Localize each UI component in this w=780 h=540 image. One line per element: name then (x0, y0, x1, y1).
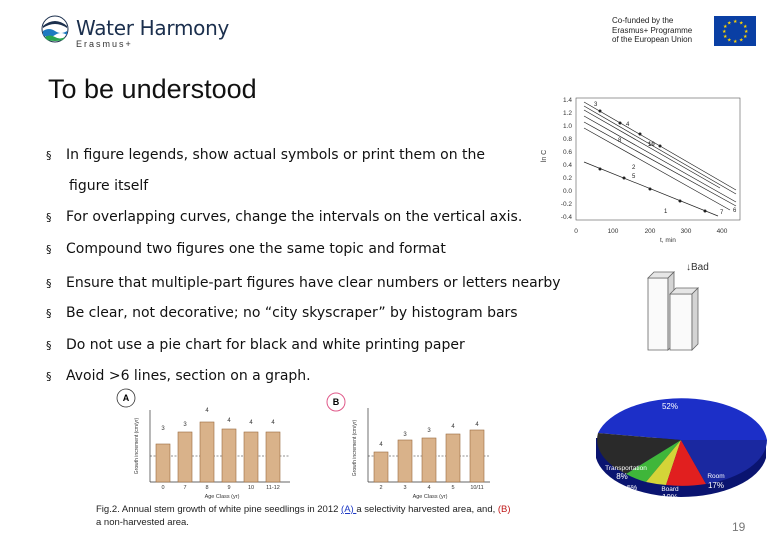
x-tick-label: 100 (607, 228, 619, 235)
line-label: 3 (594, 102, 598, 108)
pie-value: 17% (707, 481, 725, 490)
x-tick-label: 4 (427, 485, 431, 491)
logo-subtitle: Erasmus+ (76, 39, 133, 49)
pie-label: Tuition & Fees (649, 393, 691, 400)
logo-name: Water Harmony (76, 16, 229, 40)
pie-chart-figure (586, 378, 772, 518)
bullet-continuation: figure itself (69, 178, 149, 194)
x-tick-label: 2 (379, 485, 383, 491)
bar (470, 430, 484, 482)
line-chart-figure (540, 92, 745, 252)
panel-label: A (122, 393, 130, 403)
bar-letter: 4 (205, 408, 209, 414)
data-point (659, 145, 662, 148)
bar (446, 434, 460, 482)
data-point (639, 133, 642, 136)
y-tick-label: -0.4 (560, 214, 572, 221)
bar (266, 432, 280, 482)
x-axis-label: Age Class (yr) (204, 494, 240, 500)
figure-caption (96, 504, 516, 529)
bar-letter: 3 (161, 426, 165, 432)
line-label: 5 (632, 174, 636, 180)
x-tick-label: 200 (644, 228, 656, 235)
eu-funding-text (612, 16, 712, 45)
bullet-marker: § (46, 243, 52, 256)
bullet-marker: § (46, 307, 52, 320)
bar (178, 432, 192, 482)
x-axis-label: t, min (660, 237, 676, 244)
x-tick-label: 10/11 (470, 485, 484, 491)
bullet-marker: § (46, 211, 52, 224)
y-tick-label: 0.2 (562, 175, 572, 182)
bullet-text: For overlapping curves, change the intervals on the vertical axis. (66, 209, 523, 225)
panel-label: B (332, 397, 340, 407)
y-axis-label: Growth increment (cm/yr) (352, 419, 358, 477)
x-axis-label: Age Class (yr) (412, 494, 448, 500)
caption-ref-b: (B) (497, 504, 511, 515)
x-tick-label: 5 (451, 485, 455, 491)
page-number: 19 (732, 520, 746, 534)
svg-text:★: ★ (733, 39, 738, 45)
bullet-marker: § (46, 277, 52, 290)
svg-text:★: ★ (743, 24, 748, 30)
bar-3d-figure (640, 258, 720, 358)
caption-text: a non-harvested area. (96, 516, 189, 528)
bar-letter: 4 (271, 420, 275, 426)
bullet-item (46, 208, 522, 227)
line-label: 4 (626, 122, 630, 128)
y-axis-label: Growth increment (cm/yr) (134, 417, 140, 475)
bar-front (670, 294, 692, 350)
pie-value: 8% (616, 472, 628, 481)
bar (374, 452, 388, 482)
svg-text:★: ★ (723, 34, 728, 40)
bar (156, 444, 170, 482)
globe-wave-icon (40, 14, 72, 44)
line-label: 7 (720, 210, 724, 216)
bar-letter: 4 (379, 442, 383, 448)
bar-letter: 4 (227, 418, 231, 424)
caption-text: a selectivity harvested area, and, (356, 504, 498, 515)
eu-text-line: Co-funded by the (612, 16, 674, 25)
data-point (623, 177, 626, 180)
data-point (599, 168, 602, 171)
x-tick-label: 9 (227, 485, 231, 491)
bar-side (692, 288, 698, 350)
growth-chart-b (320, 390, 500, 502)
line-label: 1 (664, 209, 668, 215)
y-tick-label: 1.4 (562, 97, 572, 104)
bar-letter: 4 (249, 420, 253, 426)
caption-text: Fig.2. Annual stem growth of white pine seedlings in 2012 (96, 504, 342, 515)
pie-label: Transportation (605, 465, 647, 472)
caption-ref-a: (A) (341, 504, 357, 515)
bar-front (648, 278, 668, 350)
x-tick-label: 0 (574, 228, 578, 235)
bar-letter: 3 (403, 432, 407, 438)
svg-text:★: ★ (739, 37, 744, 44)
bar-letter: 3 (427, 428, 431, 434)
bar (222, 429, 236, 482)
bar-3d-label: ↓Bad (686, 262, 709, 273)
bullet-text: Compound two figures one the same topic and format (66, 241, 446, 257)
y-tick-label: 0.0 (562, 188, 572, 195)
bullet-text: Be clear, not decorative; no “city skyscraper” by histogram bars (66, 305, 518, 321)
x-tick-label: 8 (205, 485, 209, 491)
bar-letter: 4 (475, 422, 479, 428)
svg-text:★: ★ (733, 19, 738, 25)
pie-label: Board (661, 486, 679, 493)
bullet-item (46, 240, 446, 259)
bar (200, 422, 214, 482)
bar-letter: 3 (183, 422, 187, 428)
pie-value: 5% (626, 485, 638, 492)
bar (244, 432, 258, 482)
y-tick-label: 1.0 (562, 123, 572, 130)
svg-text:★: ★ (744, 29, 749, 35)
bullet-text: Avoid >6 lines, section on a graph. (66, 368, 311, 384)
bullet-item (46, 274, 561, 293)
y-tick-label: 0.8 (562, 136, 572, 143)
x-tick-label: 3 (403, 485, 407, 491)
data-point (679, 200, 682, 203)
y-tick-label: -0.2 (560, 201, 572, 208)
slide-title: To be understood (48, 74, 257, 104)
x-tick-label: 0 (161, 485, 165, 491)
eu-text-line: Erasmus+ Programme (612, 25, 693, 35)
x-tick-label: 11-12 (266, 485, 280, 491)
y-axis-label: ln C (541, 149, 548, 163)
bullet-marker: § (46, 339, 52, 352)
bullet-marker: § (46, 149, 52, 162)
bullet-marker: § (46, 370, 52, 383)
pie-slice-tuition (598, 398, 767, 440)
bullet-text: Do not use a pie chart for black and white printing paper (66, 337, 465, 353)
x-tick-label: 10 (247, 485, 255, 491)
water-harmony-logo (40, 14, 240, 52)
y-tick-label: 0.6 (562, 149, 572, 156)
svg-text:★: ★ (739, 20, 744, 27)
data-point (704, 210, 707, 213)
bullet-item (46, 336, 465, 355)
data-point (649, 188, 652, 191)
pie-label: Room (707, 473, 725, 480)
bar (398, 440, 412, 482)
y-tick-label: 0.4 (562, 162, 572, 169)
svg-text:★: ★ (727, 37, 732, 44)
pie-value: 52% (661, 402, 679, 411)
svg-text:★: ★ (727, 20, 732, 27)
bullet-item (46, 146, 485, 165)
line-label: 8 (618, 138, 622, 144)
eu-flag-icon (714, 16, 756, 46)
line-label: 2 (632, 165, 636, 171)
svg-text:★: ★ (722, 29, 727, 35)
data-point (599, 110, 602, 113)
growth-chart-a (112, 386, 302, 502)
eu-text-line: of the European Union (612, 35, 693, 44)
bar-letter: 4 (451, 424, 455, 430)
x-tick-label: 300 (680, 228, 692, 235)
bullet-item (46, 367, 311, 386)
data-point (619, 122, 622, 125)
x-tick-label: 7 (183, 485, 187, 491)
svg-text:★: ★ (723, 24, 728, 30)
bar (422, 438, 436, 482)
x-tick-label: 400 (716, 228, 728, 235)
y-tick-label: 1.2 (562, 110, 572, 117)
svg-text:★: ★ (743, 34, 748, 40)
line-label: 10 (648, 142, 655, 148)
pie-value: 10% (661, 493, 679, 502)
bullet-item (46, 304, 518, 323)
line-label: 6 (733, 208, 737, 214)
bullet-text: Ensure that multiple-part figures have clear numbers or letters nearby (66, 275, 561, 291)
bullet-text: In figure legends, show actual symbols or print them on the (66, 147, 486, 163)
